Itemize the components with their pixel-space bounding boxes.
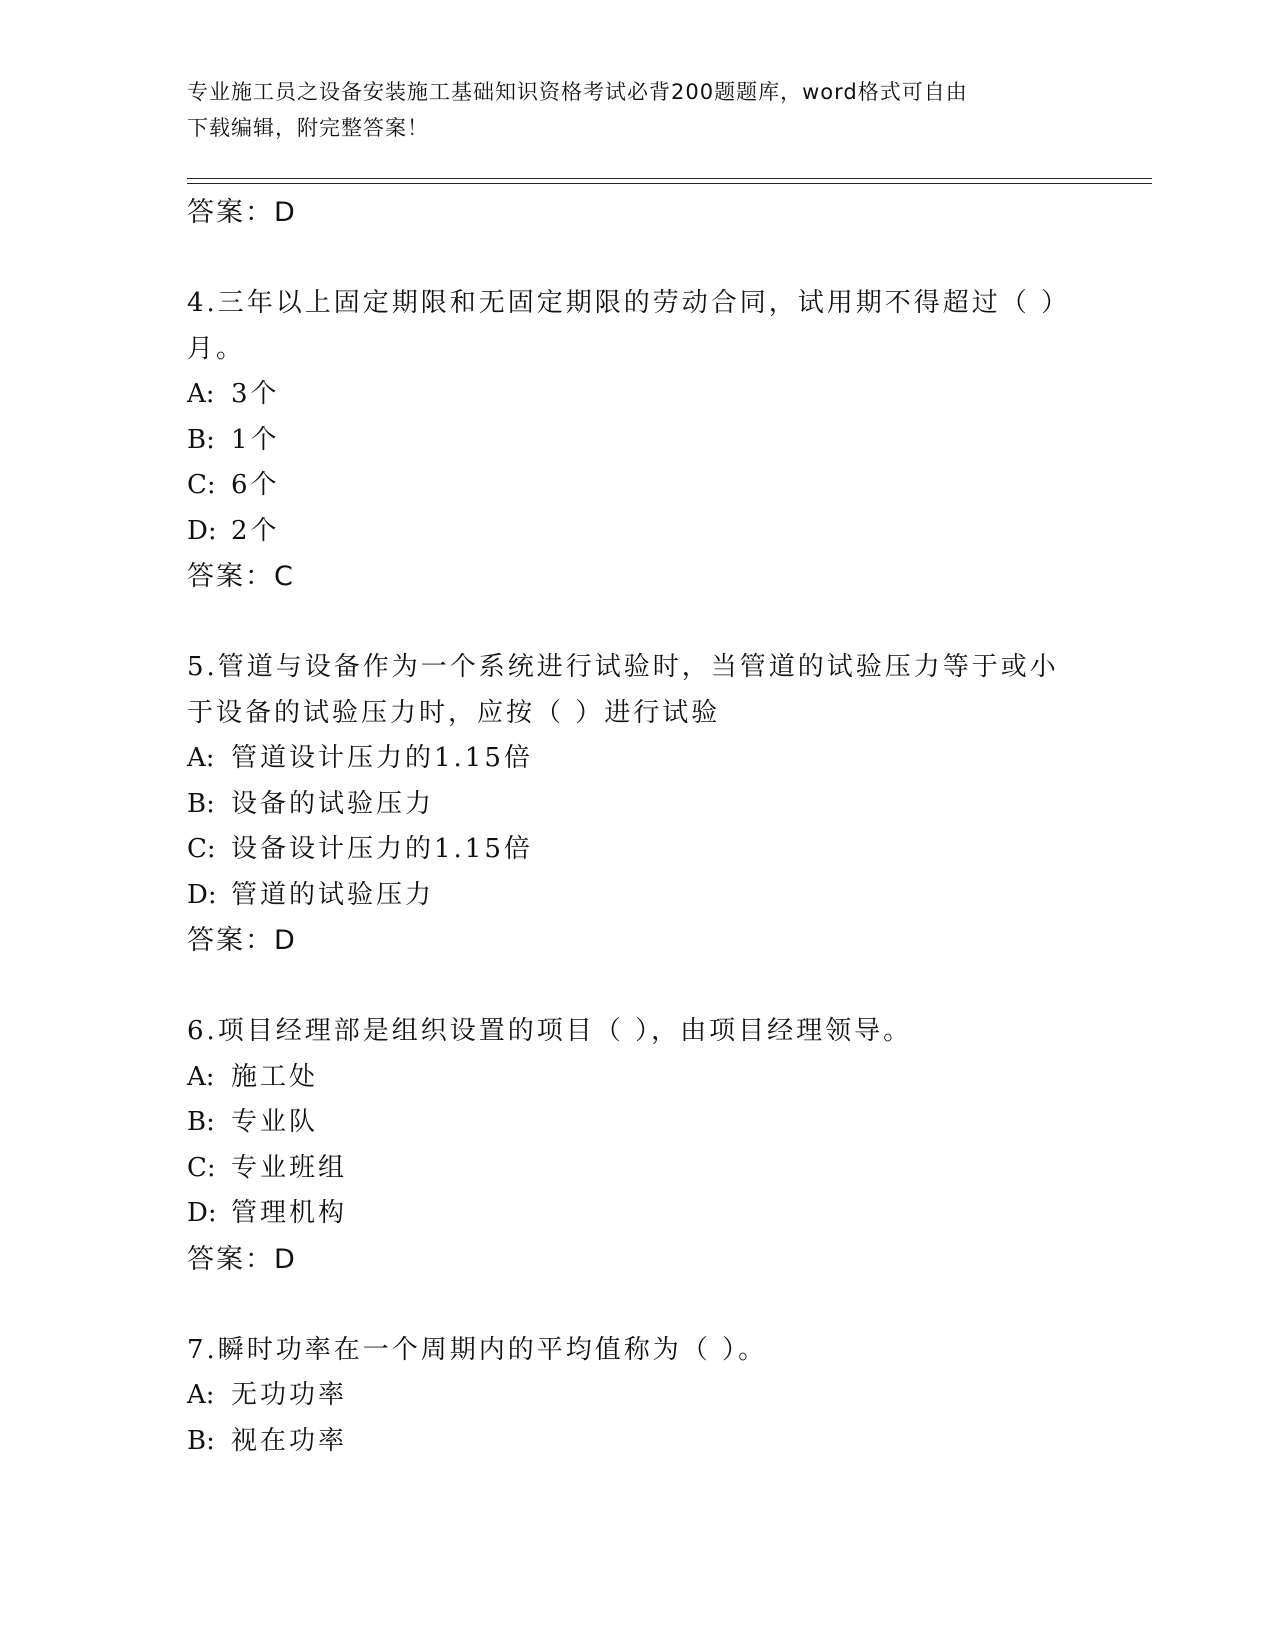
option-letter: B: <box>187 788 215 819</box>
option-text: 管道设计压力的1.15倍 <box>231 743 533 773</box>
option-text: 专业班组 <box>231 1152 348 1183</box>
option-letter: B: <box>187 1107 215 1137</box>
spacer <box>187 236 1087 282</box>
option-letter: A: <box>187 1380 215 1410</box>
question-7 <box>187 1328 1087 1465</box>
option-a <box>187 1373 1087 1419</box>
option-text: 专业队 <box>231 1107 319 1137</box>
header-line-1: 专业施工员之设备安装施工基础知识资格考试必背200题题库，word格式可自由 <box>187 80 968 104</box>
question-stem: 7.瞬时功率在一个周期内的平均值称为（ ）。 <box>187 1334 768 1365</box>
option-text: 3个 <box>231 379 280 409</box>
document-header <box>187 74 1067 146</box>
spacer <box>187 964 1087 1010</box>
option-d <box>187 1191 1087 1237</box>
option-a <box>187 1055 1087 1101</box>
option-d <box>187 873 1087 919</box>
option-b <box>187 418 1087 464</box>
question-5 <box>187 645 1087 964</box>
option-a <box>187 372 1087 418</box>
option-letter: D: <box>187 879 217 910</box>
question-list <box>187 190 1087 1464</box>
option-letter: B: <box>187 424 215 455</box>
option-c <box>187 1146 1087 1192</box>
option-text: 无功功率 <box>231 1380 348 1410</box>
header-line-2: 下载编辑，附完整答案！ <box>187 116 429 140</box>
answer-line: 答案：D <box>187 1243 297 1275</box>
question-stem: 于设备的试验压力时，应按（ ）进行试验 <box>187 697 721 728</box>
option-letter: C: <box>187 1152 216 1183</box>
option-text: 6个 <box>231 470 280 500</box>
question-stem: 6.项目经理部是组织设置的项目（ ），由项目经理领导。 <box>187 1016 913 1046</box>
option-letter: C: <box>187 470 216 500</box>
header-divider-top <box>187 178 1152 179</box>
option-text: 管道的试验压力 <box>231 879 435 910</box>
question-stem: 月。 <box>187 333 246 364</box>
question-stem: 4.三年以上固定期限和无固定期限的劳动合同，试用期不得超过（ ） <box>187 288 1071 318</box>
option-letter: D: <box>187 515 217 546</box>
previous-answer: 答案：D <box>187 197 297 228</box>
option-b <box>187 1100 1087 1146</box>
option-b <box>187 782 1087 828</box>
option-text: 1个 <box>231 424 280 455</box>
spacer <box>187 1282 1087 1328</box>
option-a <box>187 736 1087 782</box>
spacer <box>187 600 1087 646</box>
option-letter: A: <box>187 1061 215 1092</box>
option-letter: B: <box>187 1425 215 1456</box>
option-c <box>187 827 1087 873</box>
answer-line: 答案：D <box>187 925 297 956</box>
header-divider-bottom <box>187 183 1152 184</box>
option-letter: D: <box>187 1198 217 1228</box>
option-text: 设备的试验压力 <box>231 788 435 819</box>
option-text: 2个 <box>231 515 280 546</box>
option-letter: A: <box>187 743 215 773</box>
option-text: 设备设计压力的1.15倍 <box>231 834 533 864</box>
option-text: 施工处 <box>231 1061 319 1092</box>
option-letter: C: <box>187 834 216 864</box>
answer-line: 答案：C <box>187 561 295 592</box>
question-4 <box>187 281 1087 600</box>
question-stem: 5.管道与设备作为一个系统进行试验时，当管道的试验压力等于或小 <box>187 652 1059 682</box>
question-6 <box>187 1009 1087 1282</box>
option-text: 视在功率 <box>231 1425 348 1456</box>
option-letter: A: <box>187 379 215 409</box>
option-c <box>187 463 1087 509</box>
option-d <box>187 509 1087 555</box>
option-b <box>187 1419 1087 1465</box>
option-text: 管理机构 <box>231 1198 348 1228</box>
